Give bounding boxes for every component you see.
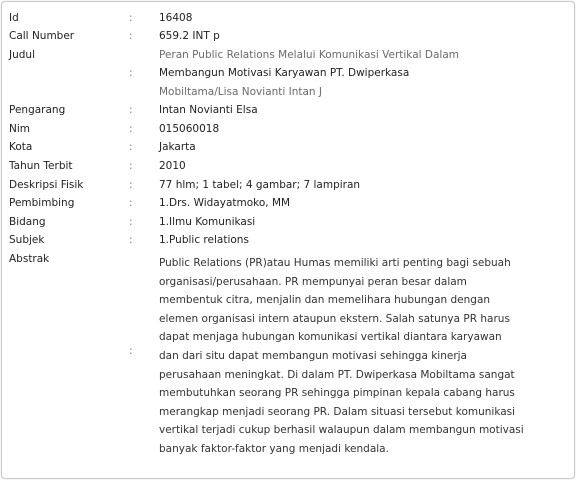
abstract-line: membentuk citra, menjalin dan memelihara hubungan dengan: [159, 294, 491, 307]
field-row-call-number: [2, 27, 574, 45]
abstract-line: dan dari situ dapat membangun motivasi sehingga kinerja: [159, 349, 467, 362]
field-separator: :: [129, 67, 133, 79]
field-row-judul-cont: [2, 64, 574, 82]
field-separator: :: [129, 197, 133, 209]
field-separator: :: [129, 345, 133, 357]
field-row-kota: [2, 138, 574, 156]
abstract-line: vertikal terjadi cukup berhasil walaupun dalam membangun motivasi: [159, 424, 524, 437]
field-label-nim: Nim: [9, 123, 30, 135]
record-detail-card: [1, 1, 575, 479]
field-separator: :: [129, 12, 133, 24]
field-value-kota: Jakarta: [159, 141, 196, 153]
field-value-deskripsi-fisik: 77 hlm; 1 tabel; 4 gambar; 7 lampiran: [159, 179, 361, 191]
field-separator: :: [129, 104, 133, 116]
field-row-deskripsi-fisik: [2, 176, 574, 194]
field-label-id: Id: [9, 12, 19, 24]
abstract-line: organisasi/perusahaan. PR mempunyai peran besar dalam: [159, 275, 467, 288]
field-row-pengarang: [2, 101, 574, 119]
field-value-subjek: 1.Public relations: [159, 234, 249, 246]
abstract-line: perusahaan meningkat. Di dalam PT. Dwiperkasa Mobiltama sangat: [159, 368, 515, 381]
field-row-judul: [2, 46, 574, 64]
field-row-bidang: [2, 213, 574, 231]
abstract-line: elemen organisasi intern ataupun ekstern. Salah satunya PR harus: [159, 312, 510, 325]
field-value-pembimbing: 1.Drs. Widayatmoko, MM: [159, 197, 291, 209]
field-label-judul: Judul: [9, 49, 35, 61]
field-value-judul-line-3: Mobiltama/Lisa Novianti Intan J: [159, 86, 323, 98]
field-label-deskripsi-fisik: Deskripsi Fisik: [9, 179, 84, 191]
field-value-judul-line-1: Peran Public Relations Melalui Komunikasi Vertikal Dalam: [159, 49, 459, 61]
abstract-line: membutuhkan seorang PR sehingga pimpinan kepala cabang harus: [159, 387, 515, 400]
abstract-line: Public Relations (PR)atau Humas memiliki arti penting bagi sebuah: [159, 257, 511, 269]
field-label-subjek: Subjek: [9, 234, 45, 246]
field-value-judul-line-2: Membangun Motivasi Karyawan PT. Dwiperkasa: [159, 67, 410, 79]
field-label-tahun-terbit: Tahun Terbit: [9, 160, 73, 172]
field-row-id: [2, 9, 574, 27]
abstract-text: [159, 254, 559, 459]
field-value-nim: 015060018: [159, 123, 220, 135]
field-label-bidang: Bidang: [9, 216, 46, 228]
field-row-tahun-terbit: [2, 157, 574, 175]
field-separator: :: [129, 234, 133, 246]
field-row-subjek: [2, 231, 574, 249]
field-row-pembimbing: [2, 194, 574, 212]
field-separator: :: [129, 160, 133, 172]
field-label-call-number: Call Number: [9, 30, 75, 42]
field-value-call-number: 659.2 INT p: [159, 30, 220, 42]
abstract-line: merangkap menjadi seorang PR. Dalam situasi tersebut komunikasi: [159, 405, 516, 418]
field-row-judul-cont2: [2, 83, 574, 101]
field-separator: :: [129, 179, 133, 191]
field-label-abstrak: Abstrak: [9, 253, 50, 265]
field-separator: :: [129, 141, 133, 153]
field-value-tahun-terbit: 2010: [159, 160, 186, 172]
field-value-id: 16408: [159, 12, 193, 24]
abstract-line: banyak faktor-faktor yang menjadi kendala.: [159, 442, 389, 455]
field-separator: :: [129, 216, 133, 228]
field-separator: :: [129, 30, 133, 42]
field-value-bidang: 1.Ilmu Komunikasi: [159, 216, 256, 228]
field-label-pembimbing: Pembimbing: [9, 197, 75, 209]
field-row-nim: [2, 120, 574, 138]
field-label-pengarang: Pengarang: [9, 104, 66, 116]
field-label-kota: Kota: [9, 141, 33, 153]
field-separator: :: [129, 123, 133, 135]
abstract-line: dapat menjaga hubungan komunikasi vertikal diantara karyawan: [159, 331, 502, 344]
field-value-pengarang: Intan Novianti Elsa: [159, 104, 258, 116]
